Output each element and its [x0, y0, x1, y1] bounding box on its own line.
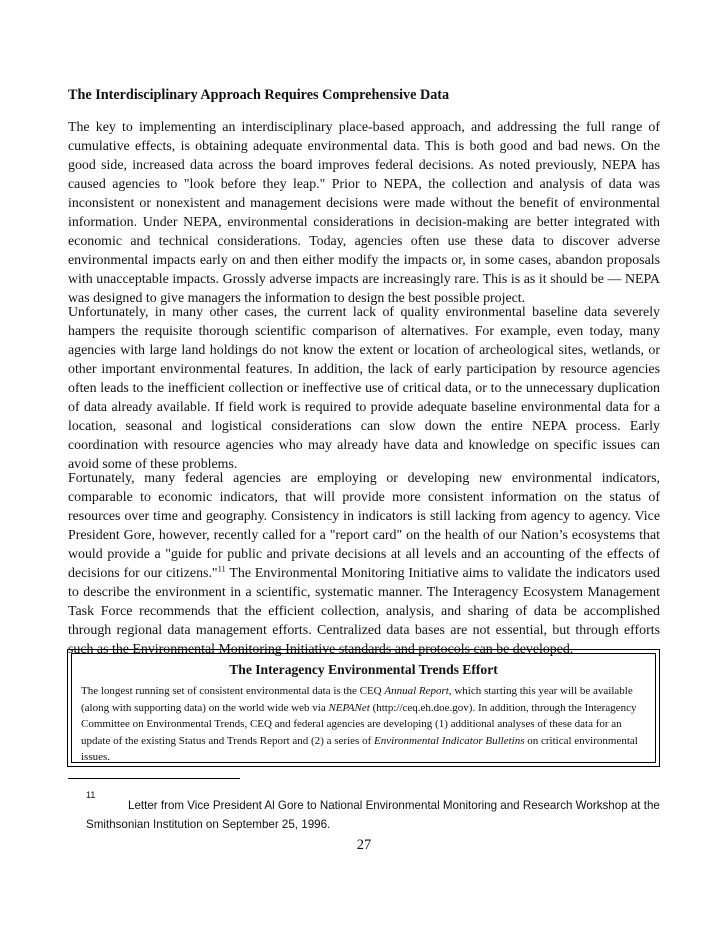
footnote-separator — [68, 778, 240, 779]
box-italic-nepanet: NEPANet — [328, 701, 370, 714]
paragraph-3-text-a: Fortunately, many federal agencies are employing or developing new environmental indicators, comparable to economic indicators, that will provide more consistent information on the status of resources over time and geography. Consistency in indicators is still lacking from agency to agency. Vice President Gore, however, recently called for a "report card" on the health of our Nation’s ecosystems that would provide a "guide for public and private decisions at all levels and an accounting of the effects of decisions for our citizens." — [68, 471, 660, 582]
box-text-4: on critical environmental issues. — [81, 734, 638, 764]
footnote-number: 11 — [86, 790, 96, 800]
sidebar-box — [67, 649, 660, 767]
paragraph-2: Unfortunately, in many other cases, the current lack of quality environmental baseline data severely hampers the requisite thorough scientific comparison of alternatives. For example, even today, many agencies with large land holdings do not know the extent or location of archeological sites, wetlands, or other important environmental features. In addition, the lack of early participation by resource agencies often leads to the inefficient collection or ineffective use of critical data, or to the unnecessary duplication of data already available. If field work is required to provide adequate baseline environmental data for a location, seasonal and logistical considerations can slow down the entire NEPA process. Early coordination with resource agencies who may already have data and knowledge on specific issues can avoid some of these problems. — [68, 305, 660, 473]
box-italic-annual-report: Annual Report — [384, 685, 449, 697]
paragraph-1: The key to implementing an interdisciplinary place-based approach, and addressing the full range of cumulative effects, is obtaining adequate environmental data. This is both good and bad news. On the good side, increased data across the board improves federal decisions. As noted previously, NEPA has caused agencies to "look before they leap." Prior to NEPA, the collection and analysis of data was inconsistent or nonexistent and management decisions were made without the benefit of environmental information. Under NEPA, environmental considerations in decision-making are better integrated with economic and technical considerations. Today, agencies often use these data to discover adverse environmental impacts early on and then either modify the impacts or, in some cases, abandon proposals with unacceptable impacts. Grossly adverse impacts are increasingly rare. This is as it should be — NEPA was designed to give managers the information to design the best possible project. — [68, 120, 660, 307]
box-text-1: The longest running set of consistent environmental data is the CEQ — [81, 685, 385, 697]
paragraph-3 — [68, 469, 660, 659]
section-heading: The Interdisciplinary Approach Requires Comprehensive Data — [68, 87, 450, 103]
sidebar-box-inner-border — [71, 653, 656, 763]
box-text-3: (http://ceq.eh.doe.gov). In addition, through the Interagency Committee on Environmental Trends, CEQ and federal agencies are developing (1) additional analyses of these data for an update of the existing Status and Trends Report and (2) a series of — [81, 701, 637, 747]
sidebar-box-text — [81, 683, 645, 766]
page-number: 27 — [356, 837, 372, 853]
box-text-2: , which starting this year will be available (along with supporting data) on the world wide web via — [81, 685, 633, 714]
sidebar-box-title: The Interagency Environmental Trends Effort — [229, 662, 498, 677]
footnote-text: Letter from Vice President Al Gore to National Environmental Monitoring and Research Workshop at the Smithsonian Institution on September 25, 1996. — [86, 799, 660, 831]
footnote-reference[interactable]: 11 — [217, 563, 226, 574]
box-italic-bulletins: Environmental Indicator Bulletins — [373, 734, 525, 747]
paragraph-3-text-b: The Environmental Monitoring Initiative aims to validate the indicators used to describe the environment in a scientific, systematic manner. The Interagency Ecosystem Management Task Force recommends that the efficient collection, analysis, and sharing of data be accomplished through regional data management efforts. Centralized data bases are not essential, but through efforts such as the Environmental Monitoring Initiative standards and protocols can be developed. — [68, 566, 660, 658]
